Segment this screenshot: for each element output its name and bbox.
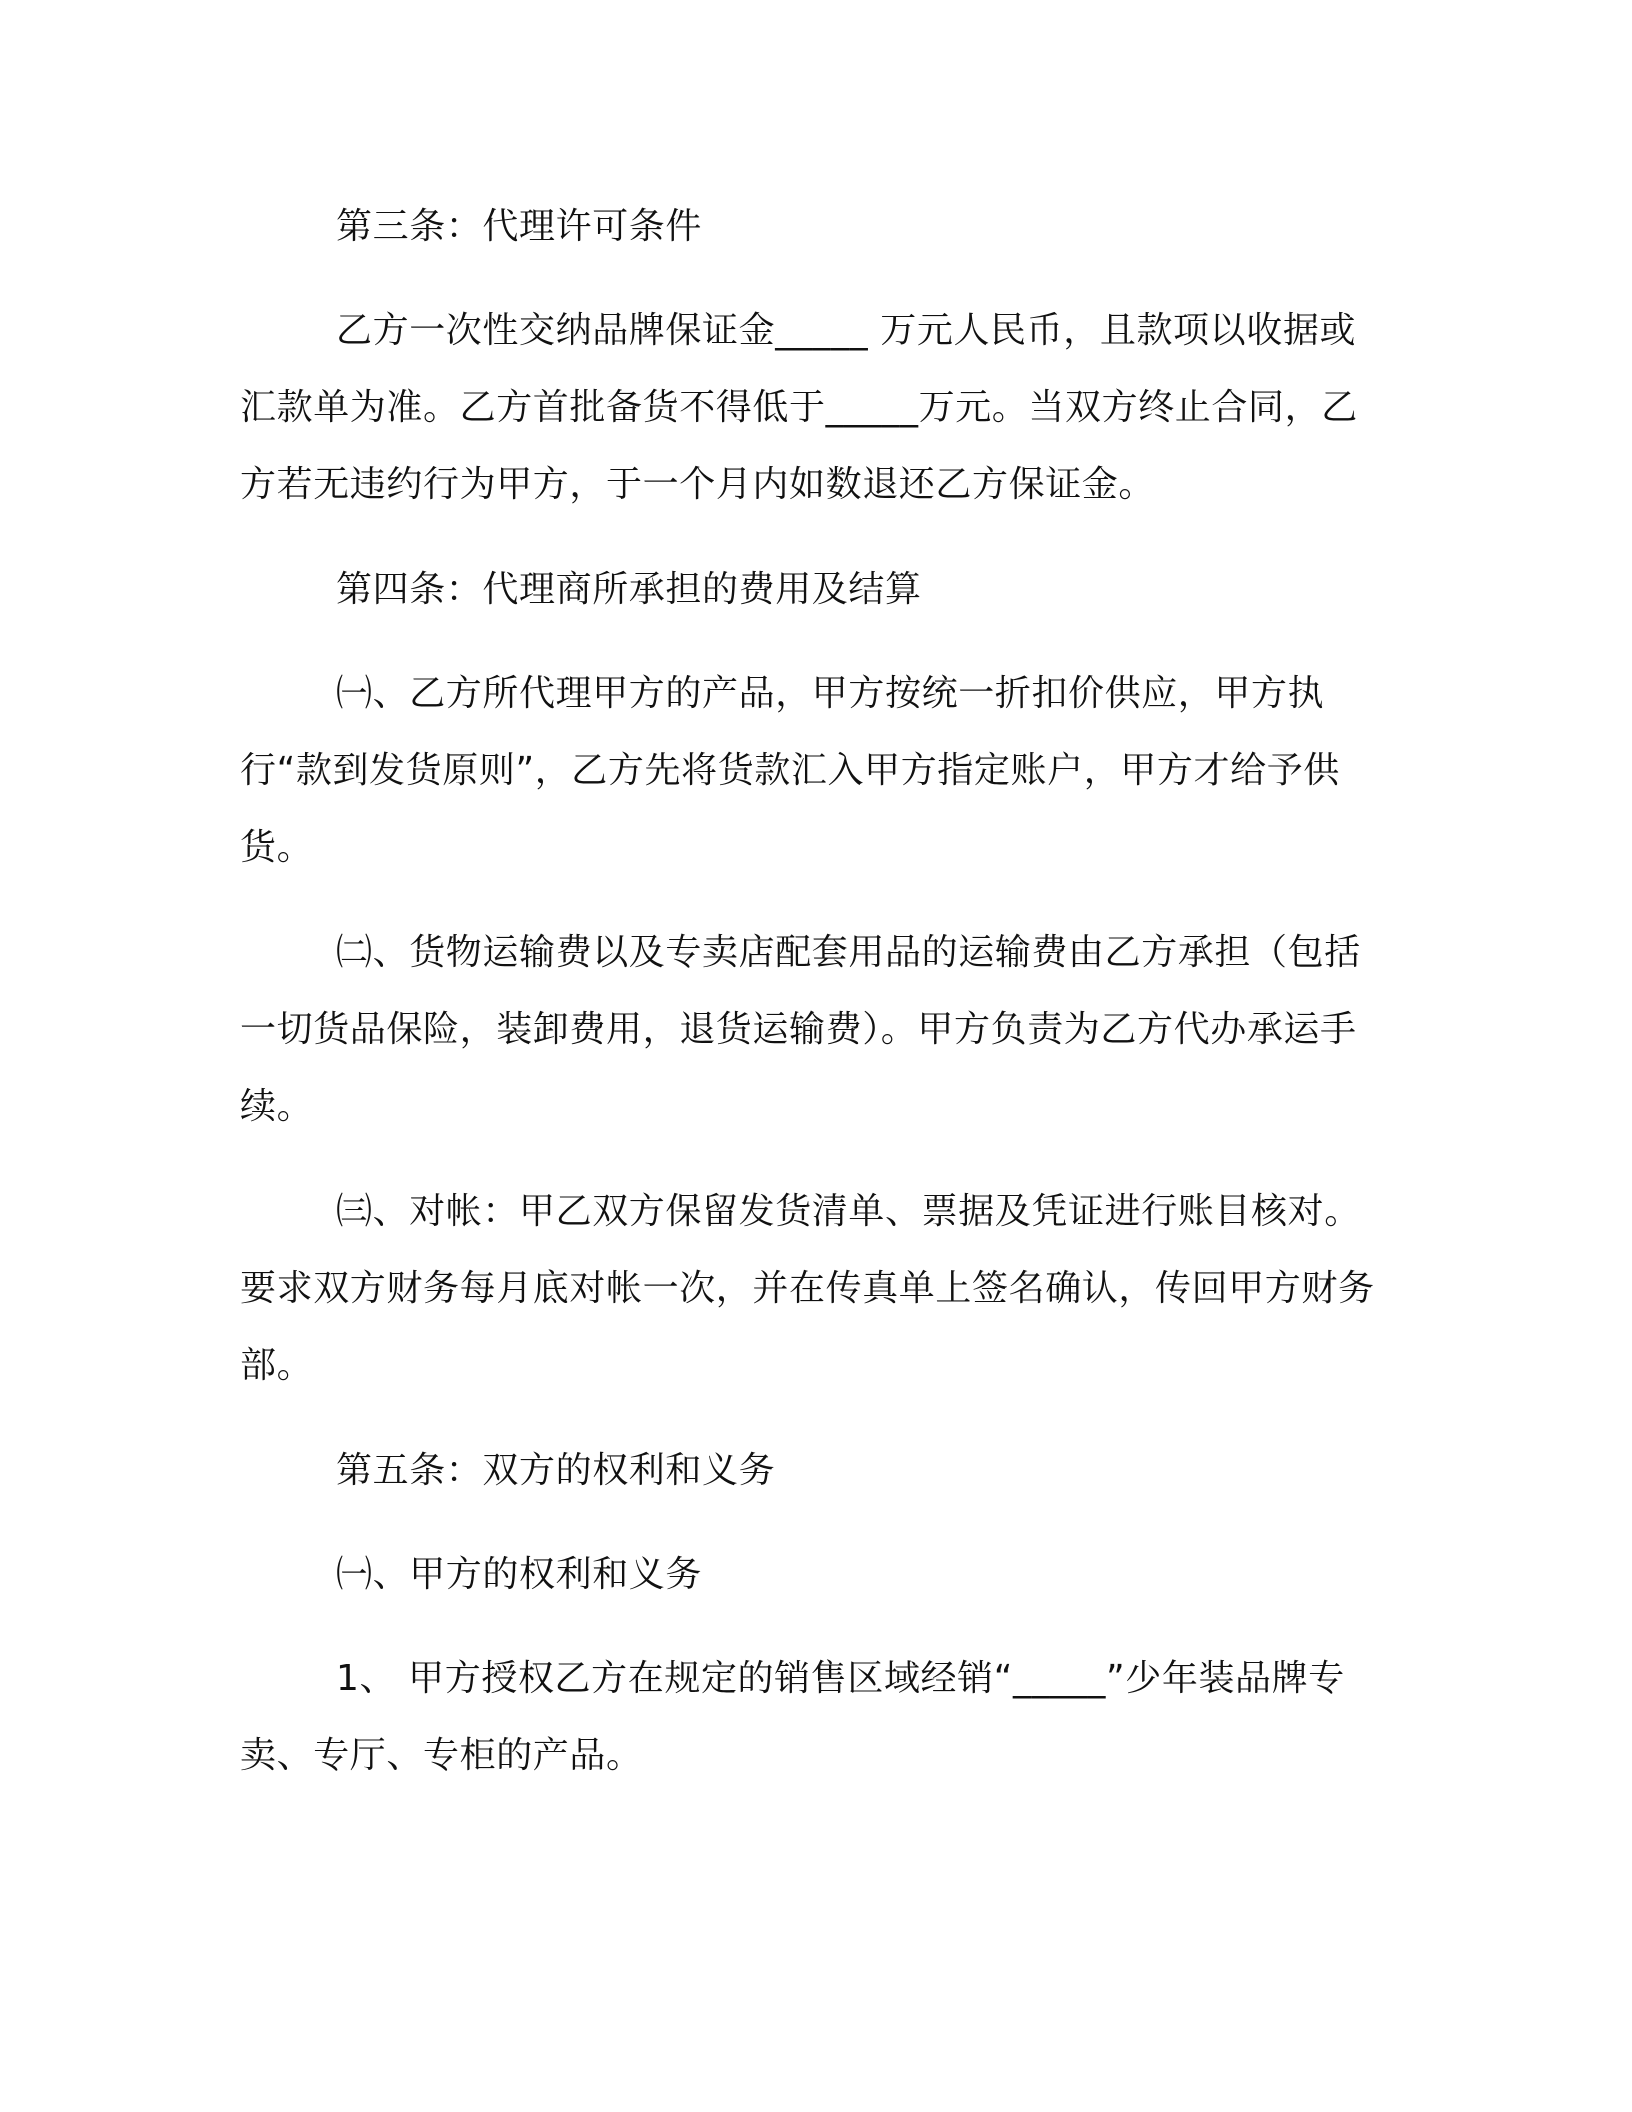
article4-item3: ㈢、对帐：甲乙双方保留发货清单、票据及凭证进行账目核对。要求双方财务每月底对帐一次，并在传真单上签名确认，传回甲方财务部。 [240,1191,1375,1386]
article5-subsection-1: ㈠、甲方的权利和义务 [336,1554,703,1595]
article4-heading: 第四条：代理商所承担的费用及结算 [336,569,922,610]
document-body [240,188,1380,1822]
article4-item2: ㈡、货物运输费以及专卖店配套用品的运输费由乙方承担（包括一切货品保险，装卸费用，退货运输费）。甲方负责为乙方代办承运手续。 [240,932,1361,1127]
article3-body: 乙方一次性交纳品牌保证金_____ 万元人民币，且款项以收据或汇款单为准。乙方首批备货不得低于_____万元。当双方终止合同，乙方若无违约行为甲方，于一个月内如数退还乙方保证金。 [240,310,1358,505]
article4-item1: ㈠、乙方所代理甲方的产品，甲方按统一折扣价供应，甲方执行“款到发货原则”，乙方先将货款汇入甲方指定账户，甲方才给予供货。 [240,673,1340,868]
article3-heading: 第三条：代理许可条件 [336,206,703,247]
article5-heading: 第五条：双方的权利和义务 [336,1450,776,1491]
article5-sub1-item1: 1、 甲方授权乙方在规定的销售区域经销“_____”少年装品牌专卖、专厅、专柜的产品。 [240,1658,1345,1776]
